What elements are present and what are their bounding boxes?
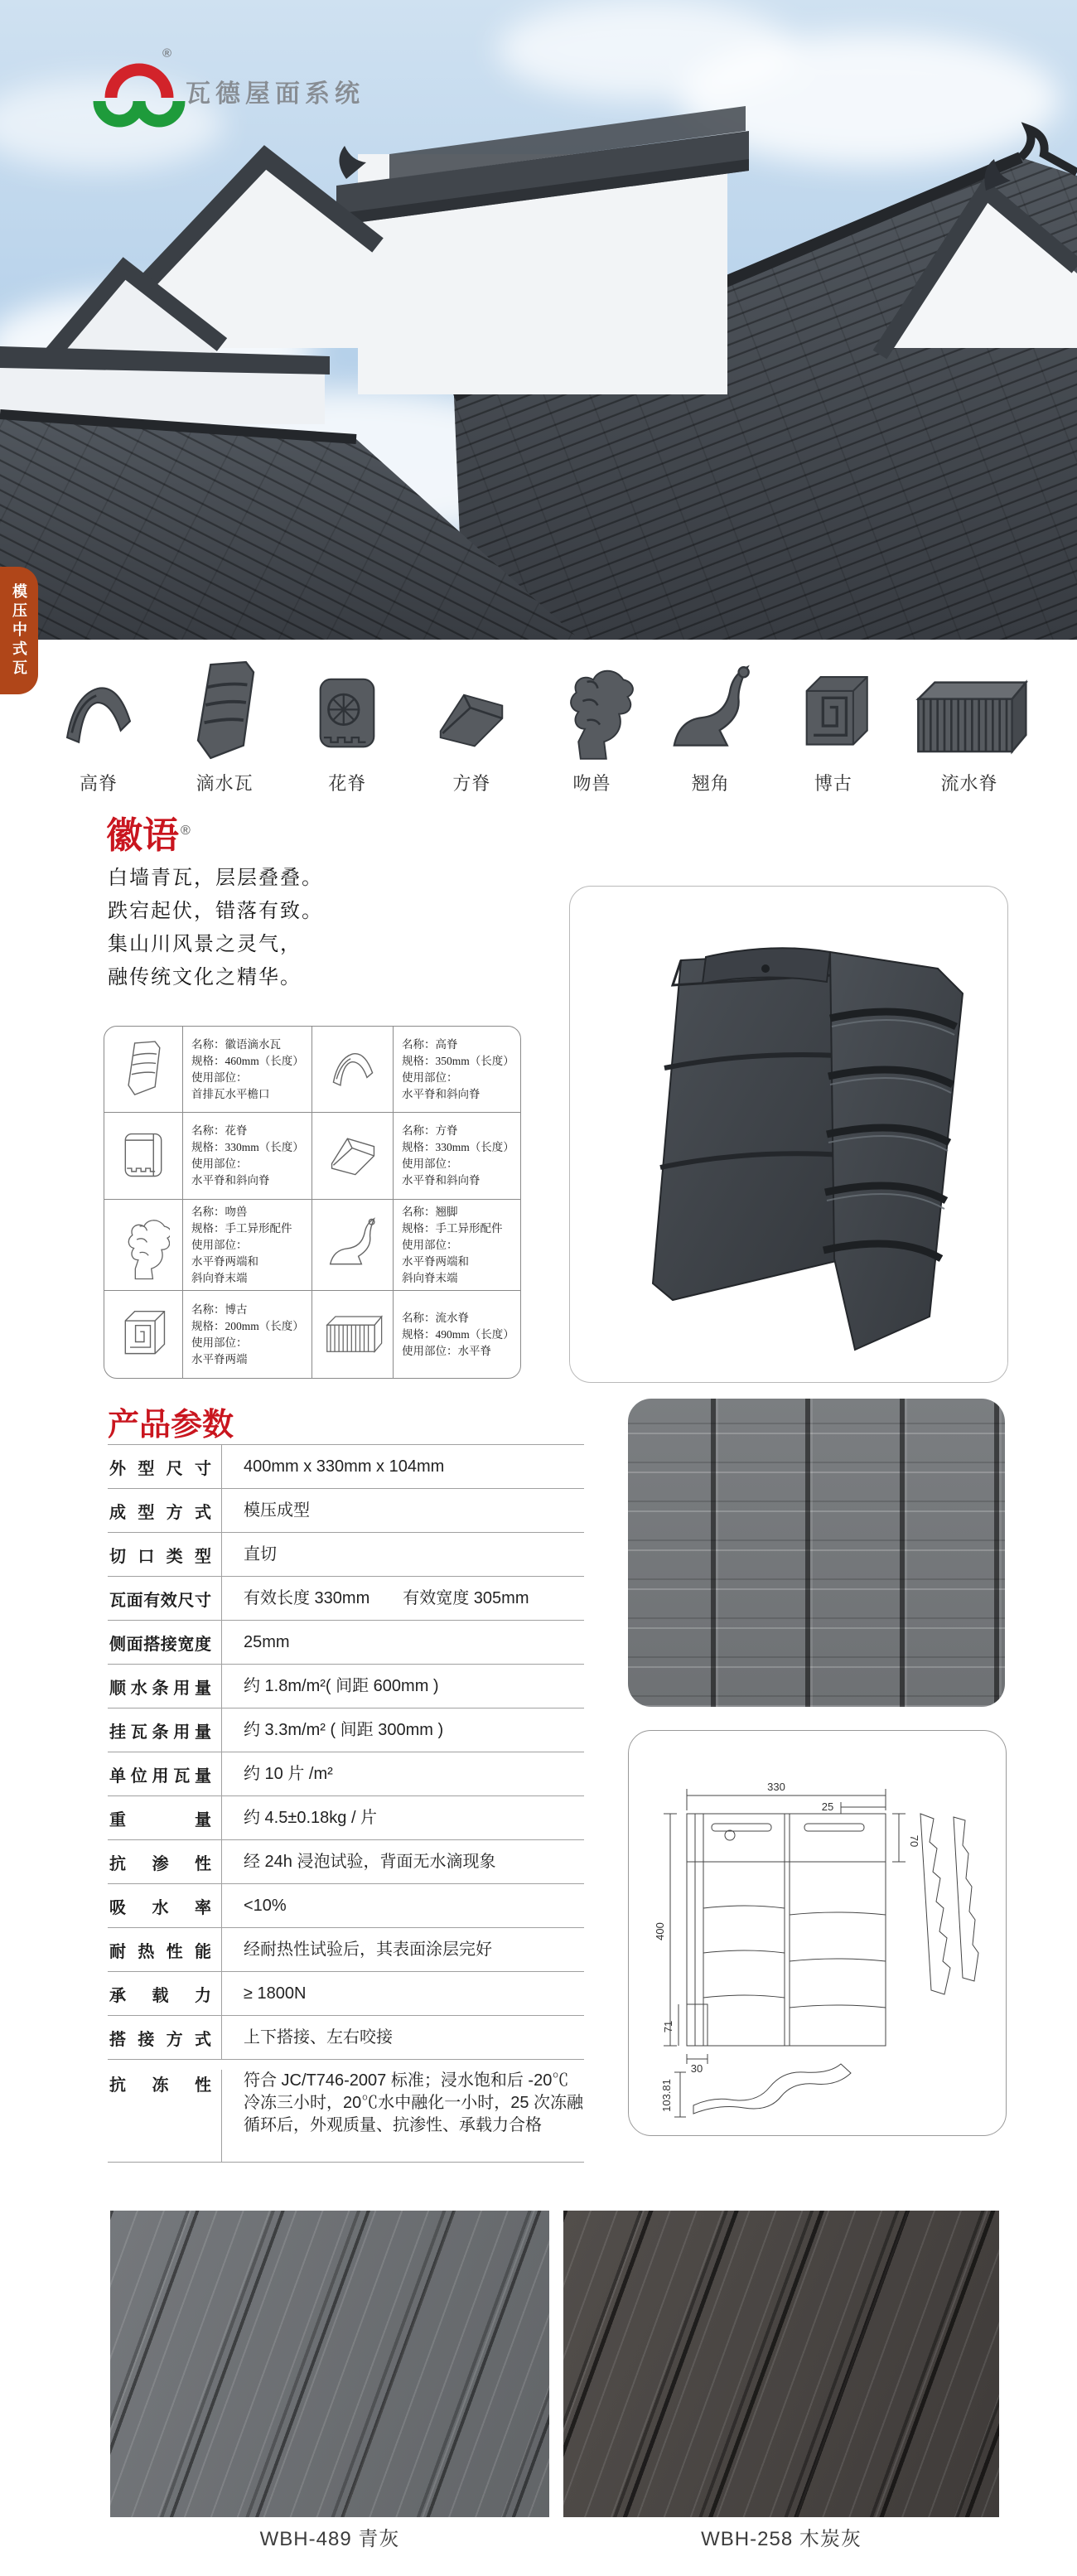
spec-line: 规格：350mm（长度） <box>402 1054 514 1067</box>
param-value: 符合 JC/T746-2007 标准；浸水饱和后 -20℃冷冻三小时，20℃水中融化一小时，25 次冻融循环后，外观质量、抗渗性、承载力合格 <box>244 2071 584 2134</box>
spec-line: 规格：手工异形配件 <box>402 1221 503 1235</box>
spec-line: 规格：200mm（长度） <box>191 1319 304 1332</box>
tile-product-image <box>582 902 996 1366</box>
params-section-title: 产品参数 <box>108 1408 234 1443</box>
spec-line: 使用部位： <box>191 1336 248 1349</box>
technical-drawing <box>629 1731 1006 2135</box>
thumb-fangji <box>421 656 522 795</box>
spec-line: 名称：徽语滴水瓦 <box>191 1037 281 1051</box>
param-row <box>108 1620 584 1664</box>
spec-line: 名称：翘脚 <box>402 1205 458 1218</box>
param-label: 顺水条用量 <box>108 1665 222 1708</box>
spec-line: 规格：330mm（长度） <box>402 1141 514 1153</box>
spec-drawing-qiaojiao <box>312 1200 394 1291</box>
huiyu-poem <box>108 862 323 994</box>
thumb-label: 博古 <box>814 773 852 794</box>
dim-profile-height: 103.81 <box>660 2079 673 2112</box>
spec-line: 水平脊两端和 <box>191 1254 258 1268</box>
poem-line: 白墙青瓦，层层叠叠。 <box>108 868 323 889</box>
spec-line: 斜向脊末端 <box>191 1271 248 1284</box>
param-row <box>108 1883 584 1927</box>
param-label: 抗冻性 <box>108 2070 222 2162</box>
spec-drawing-fangji <box>312 1113 394 1200</box>
thumb-label: 高脊 <box>79 773 118 794</box>
param-label: 侧面搭接宽度 <box>108 1621 222 1664</box>
wenshou-ornament-image <box>551 656 634 763</box>
spec-drawing-bogu <box>104 1291 183 1378</box>
thumb-label: 花脊 <box>328 773 367 794</box>
param-row <box>108 1708 584 1752</box>
dim-left-height: 400 <box>654 1922 666 1940</box>
swatch-photo-mutanhui <box>563 2211 999 2517</box>
tile-texture-photo <box>628 1399 1005 1707</box>
thumb-huaji <box>302 656 393 795</box>
gaoji-ridge-image <box>50 665 147 763</box>
param-label: 成型方式 <box>108 1489 222 1532</box>
spec-line: 使用部位： <box>191 1238 248 1251</box>
spec-line: 使用部位：水平脊 <box>402 1344 491 1357</box>
fangji-ridge-image <box>421 674 522 763</box>
hero-roof-photo <box>0 0 1077 640</box>
param-label: 切口类型 <box>108 1533 222 1576</box>
huiyu-title-text: 徽语 <box>106 815 179 856</box>
spec-line: 水平脊和斜向脊 <box>402 1087 481 1100</box>
param-label: 搭接方式 <box>108 2016 222 2059</box>
param-row <box>108 2059 584 2162</box>
spec-text-qiaojiao <box>394 1200 520 1291</box>
spec-line: 规格：手工异形配件 <box>191 1221 292 1235</box>
spec-line: 使用部位： <box>191 1158 248 1170</box>
spec-text-fangji <box>394 1113 520 1200</box>
dishuiwa-tile-image <box>176 657 273 763</box>
brand-registered-mark: ® <box>162 46 172 60</box>
param-value: 约 1.8m/m²( 间距 600mm ) <box>244 1676 439 1695</box>
thumb-label: 吻兽 <box>572 773 611 794</box>
param-label: 耐热性能 <box>108 1928 222 1971</box>
spec-line: 名称：博古 <box>191 1302 248 1316</box>
param-value: 有效长度 330mm 有效宽度 305mm <box>244 1588 529 1607</box>
param-value: 约 4.5±0.18kg / 片 <box>244 1808 378 1827</box>
spec-line: 名称：吻兽 <box>191 1205 248 1218</box>
spec-text-dishuiwa <box>183 1027 312 1113</box>
dim-bottom-width: 30 <box>690 2062 703 2075</box>
huiyu-section-title <box>106 805 191 858</box>
spec-line: 水平脊两端和 <box>402 1254 469 1268</box>
param-value: 约 10 片 /m² <box>244 1764 333 1783</box>
spec-drawing-huaji <box>104 1113 183 1200</box>
dim-top-width: 330 <box>767 1781 785 1793</box>
product-photo-frame <box>569 886 1008 1383</box>
category-side-tab[interactable] <box>0 567 38 694</box>
param-row <box>108 1532 584 1576</box>
spec-line: 使用部位： <box>191 1071 248 1084</box>
spec-line: 斜向脊末端 <box>402 1271 458 1284</box>
poem-line: 融传统文化之精华。 <box>108 967 302 988</box>
swatch-photo-qinghui <box>110 2211 549 2517</box>
qiaojiao-corner-image <box>662 657 760 763</box>
param-value: <10% <box>244 1896 287 1915</box>
param-label: 单位用瓦量 <box>108 1752 222 1795</box>
spec-line: 规格：330mm（长度） <box>191 1141 304 1153</box>
spec-line: 使用部位： <box>402 1158 458 1170</box>
spec-line: 水平脊两端 <box>191 1352 248 1365</box>
thumb-label: 方脊 <box>452 773 491 794</box>
dim-left-bottom: 71 <box>662 2020 674 2033</box>
liushuiji-ridge-image <box>907 674 1031 763</box>
spec-line: 使用部位： <box>402 1238 458 1251</box>
accessory-thumbnail-row <box>50 656 1031 795</box>
huaji-ridge-image <box>302 665 393 763</box>
param-row <box>108 1927 584 1971</box>
param-label: 抗渗性 <box>108 1840 222 1883</box>
param-row <box>108 2015 584 2059</box>
spec-text-gaoji <box>394 1027 520 1113</box>
thumb-label: 翘角 <box>691 773 730 794</box>
param-row <box>108 1795 584 1839</box>
spec-drawing-gaoji <box>312 1027 394 1113</box>
spec-line: 规格：490mm（长度） <box>402 1327 514 1341</box>
thumb-liushuiji <box>907 656 1031 795</box>
spec-drawing-wenshou <box>104 1200 183 1291</box>
spec-text-bogu <box>183 1291 312 1378</box>
poem-line: 集山川风景之灵气， <box>108 934 302 955</box>
param-label: 吸水率 <box>108 1884 222 1927</box>
thumb-gaoji <box>50 656 147 795</box>
spec-line: 名称：高脊 <box>402 1037 458 1051</box>
swatch-caption-mutanhui: WBH-258 木炭灰 <box>701 2528 862 2550</box>
spec-text-wenshou <box>183 1200 312 1291</box>
param-row <box>108 1488 584 1532</box>
param-value: 400mm x 330mm x 104mm <box>244 1457 445 1476</box>
param-row <box>108 1664 584 1708</box>
param-row <box>108 1576 584 1620</box>
spec-drawing-dishuiwa <box>104 1027 183 1113</box>
spec-drawing-liushuiji <box>312 1291 394 1378</box>
param-row <box>108 1971 584 2015</box>
param-row <box>108 1752 584 1795</box>
spec-line: 名称：流水脊 <box>402 1311 469 1324</box>
spec-line: 水平脊和斜向脊 <box>191 1174 270 1187</box>
param-value: 直切 <box>244 1544 277 1563</box>
thumb-label: 滴水瓦 <box>196 773 254 794</box>
spec-text-liushuiji <box>394 1291 520 1378</box>
accessory-spec-table <box>104 1026 521 1379</box>
thumb-dishuiwa <box>176 656 273 795</box>
param-value: ≥ 1800N <box>244 1984 307 2003</box>
dim-right-top: 70 <box>908 1834 920 1848</box>
spec-line: 名称：花脊 <box>191 1124 248 1137</box>
thumb-bogu <box>788 656 879 795</box>
param-label: 外型尺寸 <box>108 1445 222 1488</box>
param-value: 约 3.3m/m² ( 间距 300mm ) <box>244 1720 444 1739</box>
spec-text-huaji <box>183 1113 312 1200</box>
bogu-block-image <box>788 665 879 763</box>
thumb-label: 流水脊 <box>940 773 998 794</box>
param-value: 模压成型 <box>244 1501 310 1520</box>
spec-line: 首排瓦水平檐口 <box>191 1087 270 1100</box>
dim-overlap: 25 <box>821 1800 834 1813</box>
technical-drawing-frame <box>628 1730 1007 2136</box>
param-value: 25mm <box>244 1632 290 1651</box>
param-label: 重量 <box>108 1796 222 1839</box>
param-label: 承载力 <box>108 1972 222 2015</box>
param-row <box>108 1839 584 1883</box>
spec-line: 使用部位： <box>402 1071 458 1084</box>
spec-line: 水平脊和斜向脊 <box>402 1174 481 1187</box>
brand-name: 瓦德屋面系统 <box>186 80 365 108</box>
spec-line: 规格：460mm（长度） <box>191 1054 304 1067</box>
param-value: 上下搭接、左右咬接 <box>244 2027 393 2047</box>
thumb-wenshou <box>551 656 634 795</box>
poem-line: 跌宕起伏，错落有致。 <box>108 901 323 922</box>
huiyu-registered-mark: ® <box>181 824 191 839</box>
thumb-qiaojiao <box>662 656 760 795</box>
param-value: 经耐热性试验后，其表面涂层完好 <box>244 1940 492 1959</box>
spec-line: 名称：方脊 <box>402 1124 458 1137</box>
param-value: 经 24h 浸泡试验，背面无水滴现象 <box>244 1852 496 1871</box>
param-label: 瓦面有效尺寸 <box>108 1577 222 1620</box>
swatch-caption-qinghui: WBH-489 青灰 <box>259 2528 400 2550</box>
category-side-tab-label: 模压中式瓦 <box>11 582 27 679</box>
param-row <box>108 1444 584 1488</box>
params-table <box>108 1444 584 2163</box>
param-label: 挂瓦条用量 <box>108 1708 222 1752</box>
